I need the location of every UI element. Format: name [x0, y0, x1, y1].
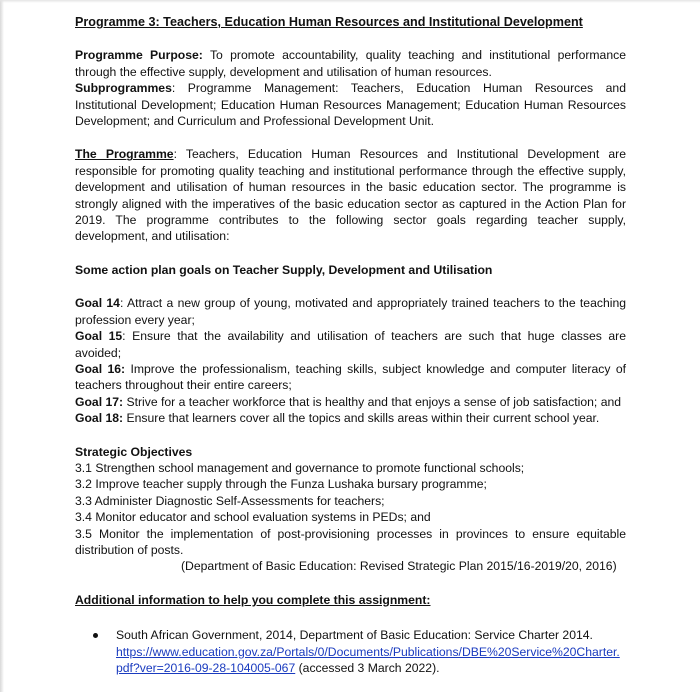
objective-item: 3.1 Strengthen school management and governance to promote functional schools;	[75, 460, 525, 475]
page-top-shadow	[0, 0, 700, 3]
goal-item	[75, 328, 626, 361]
goal-item	[75, 394, 626, 410]
programme-description	[75, 146, 626, 244]
goal-label: Goal 14	[75, 296, 120, 311]
goal-label: Goal 18:	[75, 411, 124, 426]
subprogrammes-text: : Programme Management: Teachers, Education Human Resources and Institutional Development; Education Human Resources Management; Education Human Resources Development; and Curriculum and Professional Development Unit.	[75, 81, 626, 129]
subprogrammes-label: Subprogrammes	[75, 81, 172, 96]
goal-label: Goal 15	[75, 329, 123, 344]
goal-text: Strive for a teacher workforce that is healthy and that enjoys a sense of job satisfaction; and	[123, 394, 622, 409]
page-edge-shadow	[0, 0, 4, 692]
purpose-label: Programme Purpose:	[75, 48, 203, 63]
goal-text: : Attract a new group of young, motivated and appropriately trained teachers to the teaching profession every year;	[75, 296, 626, 327]
objective-item: 3.3 Administer Diagnostic Self-Assessments for teachers;	[75, 493, 385, 508]
objectives-heading: Strategic Objectives	[75, 444, 193, 459]
purpose-text: To promote accountability, quality teaching and institutional performance through the effective supply, development and utilisation of human resources.	[75, 48, 626, 79]
programme-label: The Programme	[75, 147, 174, 162]
objective-item: 3.2 Improve teacher supply through the Funza Lushaka bursary programme;	[75, 477, 487, 492]
citation: (Department of Basic Education: Revised Strategic Plan 2015/16-2019/20, 2016)	[181, 559, 617, 574]
goal-label: Goal 16:	[75, 361, 126, 376]
goal-item	[75, 295, 626, 328]
goal-item	[75, 361, 626, 394]
reference-accessed: (accessed 3 March 2022).	[295, 661, 440, 675]
objectives-list	[75, 460, 626, 558]
bullet-icon	[93, 633, 98, 638]
goal-label: Goal 17:	[75, 394, 124, 409]
goals-list	[75, 295, 626, 426]
reference-link[interactable]: https://www.education.gov.za/Portals/0/Documents/Publications/DBE%20Service%20Charter.pdf?ver=2016-09-28-104005-067	[116, 644, 620, 675]
objective-item: 3.5 Monitor the implementation of post-provisioning processes in provinces to ensure equitable distribution of posts.	[75, 526, 626, 557]
goals-heading: Some action plan goals on Teacher Supply, Development and Utilisation	[75, 262, 493, 277]
reference-item	[75, 627, 626, 676]
goal-text: Improve the professionalism, teaching skills, subject knowledge and computer literacy of teachers throughout their entire careers;	[75, 361, 626, 393]
subprogrammes	[75, 80, 626, 129]
programme-purpose	[75, 47, 626, 80]
programme-text: : Teachers, Education Human Resources and Institutional Development are responsible for promoting quality teaching and institutional performance through the effective supply, development and utilisation of human resources in the basic education sector. The programme is strongly aligned with the imperatives of the basic education sector as captured in the Action Plan for 2019. The programme contributes to the following sector goals regarding teacher supply, development, and utilisation:	[75, 147, 626, 244]
goal-text: : Ensure that the availability and utilisation of teachers are such that huge classes are avoided;	[75, 329, 627, 360]
reference-text: South African Government, 2014, Department of Basic Education: Service Charter 2014.	[116, 628, 593, 643]
goal-text: Ensure that learners cover all the topics and skills areas within their current school year.	[123, 411, 600, 426]
objective-item: 3.4 Monitor educator and school evaluation systems in PEDs; and	[75, 510, 431, 525]
programme-title: Programme 3: Teachers, Education Human Resources and Institutional Development	[75, 15, 583, 29]
additional-info-heading: Additional information to help you complete this assignment:	[75, 592, 431, 607]
goal-item	[75, 410, 626, 426]
